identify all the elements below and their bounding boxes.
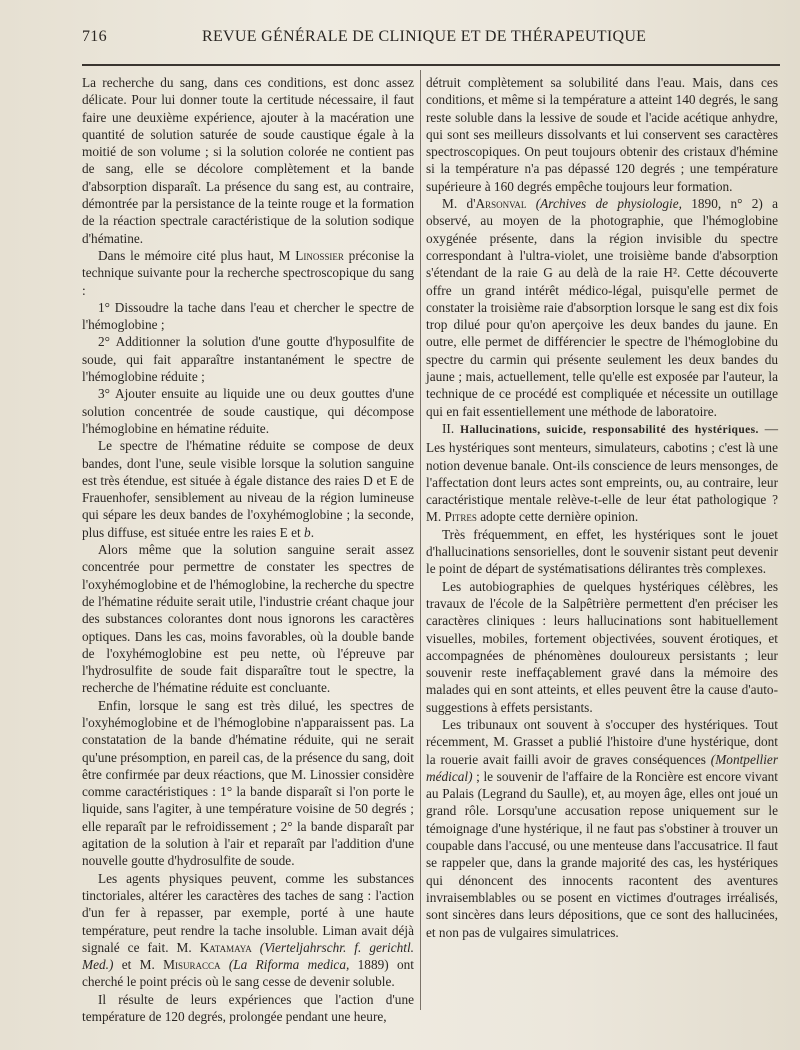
- citation: (Vierteljahrschr. f. gerichtl. Med.): [82, 939, 415, 973]
- paragraph: détruit complètement sa solubilité dans l'eau. Mais, dans ces conditions, et même si la température a atteint 140 degrés, le sang reste soluble dans la lessive de soude et l'acide acétique anhydre, qui sont ses meilleurs dissolvants et lui conservent ses caractères spectroscopiques. On peut toujours obtenir des cristaux d'hémine si la température n'a pas dépassé 120 degrés ; une température supérieure à 160 degrés empêche toujours leur formation.: [426, 75, 778, 194]
- citation: (La Riforma medica,: [228, 957, 350, 973]
- left-column: [82, 74, 414, 1025]
- citation: (Archives de physiologie,: [535, 196, 682, 212]
- paragraph: M. d'Arsonval (Archives de physiologie, 1890, n° 2) a observé, au moyen de la photographie, que l'hémoglobine oxygénée présente, dans la région invisible du spectre correspondant à l'ultra-violet, une troisième bande d'absorption s'étendant de la raie G au delà de la raie H². Cette découverte offre un grand intérêt médico-légal, puisqu'elle permet de constater la troisième raie d'absorption lorsque le sang est dix fois trop dilué pour qu'on aperçoive les deux bandes du jaune. En outre, elle permet de différencier le spectre de l'hémoglobine du spectre du carmin qui présente seulement les deux bandes du jaune ; mais, actuellement, telle qu'elle est exposée par l'auteur, la technique de ce procédé est compliquée et nécessite un outillage qui en fait essentiellement une méthode de laboratoire.: [426, 196, 778, 419]
- paragraph: Le spectre de l'hématine réduite se compose de deux bandes, dont l'une, seule visible lorsque la solution sanguine est très étendue, est située à égale distance des raies D et E de Frauenhofer, sensiblement au niveau de la région lumineuse qui sépare les deux bandes de l'oxyhémoglobine ; la seconde, plus diffuse, est située entre les raies E et b.: [82, 438, 414, 540]
- paragraph: Il résulte de leurs expériences que l'action d'une température de 120 degrés, prolongée pendant une heure,: [82, 991, 414, 1025]
- paragraph: La recherche du sang, dans ces conditions, est donc assez délicate. Pour lui donner toute la certitude nécessaire, il faut faire une deuxième expérience, ajouter à la macération une quantité de solution saturée de soude caustique égale à la moitié de son volume ; si la solution colorée ne contient pas de sang, elle se décolore complètement et la bande d'absorption disparaît. La présence du sang est, au contraire, démontrée par la persistance de la teinte rouge et la formation de la réaction spectrale caractéristique de la solution sodique d'hématine.: [82, 75, 414, 246]
- running-title: REVUE GÉNÉRALE DE CLINIQUE ET DE THÉRAPEUTIQUE: [202, 28, 647, 45]
- citation: (Montpellier médical): [426, 751, 779, 784]
- paragraph: Dans le mémoire cité plus haut, M Linossier préconise la technique suivante pour la recherche spectroscopique du sang :: [82, 247, 415, 298]
- author-name: Katamaya: [199, 939, 252, 955]
- page-header: [82, 28, 778, 52]
- paragraph: Les tribunaux ont souvent à s'occuper des hystériques. Tout récemment, M. Grasset a publié l'histoire d'une hystérique, dont la rouerie avait failli avoir de graves conséquences (Montpellier médical) ; le souvenir de l'affaire de la Roncière est encore vivant au Palais (Legrand du Saulle), et, au moyen âge, elles ont joué un grand rôle. Lorsqu'une accusation repose uniquement sur le témoignage d'une hystérique, il ne faut pas s'obstiner à trouver un coupable dans l'accusé, ou une menteuse dans l'accusatrice. Il faut se rappeler que, dans la grande majorité des cas, les hystériques qui dénoncent des innocents racontent des aventures invraisemblables ou se posent en victimes d'outrages irréalisés, sont sincères dans leurs dépositions, que ce sont des hallucinées, et non pas de vulgaires simulatrices.: [426, 716, 779, 940]
- header-rule: [82, 64, 780, 66]
- paragraph: Les autobiographies de quelques hystériques célèbres, les travaux de l'école de la Salpêtrière permettent d'en préciser les caractères cliniques : leurs hallucinations sont habituellement visuelles, mobiles, fortement objectivées, souvent érotiques, et accompagnées de phénomènes douloureux persistants ; leur souvenir reste ineffaçablement gravé dans la mémoire des malades qui en sont atteints, et elles peuvent être la cause d'auto-suggestions à effets persistants.: [426, 578, 778, 715]
- paragraph: Enfin, lorsque le sang est très dilué, les spectres de l'oxyhémoglobine et de l'hémoglobine n'apparaissent pas. La constatation de la bande d'hématine réduite, qui ne serait qu'une présomption, en pareil cas, de la présence du sang, doit être confirmée par deux réactions, que M. Linossier considère comme caractéristiques : 1° la bande disparaît si l'on porte le liquide, sans l'agiter, à une température voisine de 50 degrés ; elle reparaît par le refroidissement ; 2° la bande disparaît par agitation de la solution à l'air et reparaît par l'addition d'une nouvelle goutte d'hydrosulfite de soude.: [82, 697, 414, 869]
- author-name: Misuracca: [163, 957, 221, 973]
- list-item: 3° Ajouter ensuite au liquide une ou deux gouttes d'une solution concentrée de soude caustique, qui décompose l'hémoglobine en hématine réduite.: [82, 386, 414, 436]
- paragraph: Très fréquemment, en effet, les hystériques sont le jouet d'hallucinations sensorielles, dont le souvenir sistant peut devenir le point de départ de systématisations délirantes très complexes.: [426, 526, 778, 577]
- author-name: Linossier: [295, 247, 344, 263]
- section-number: II.: [442, 420, 455, 436]
- section-heading: Hallucinations, suicide, responsabilité des hystériques.: [460, 423, 759, 436]
- right-column: [426, 74, 778, 941]
- list-item: 2° Additionner la solution d'une goutte d'hyposulfite de soude, qui fait apparaître instantanément le spectre de l'hémoglobine réduite ;: [82, 334, 414, 385]
- section-paragraph: II. Hallucinations, suicide, responsabilité des hystériques. — Les hystériques sont menteurs, simulateurs, cabotins ; c'est là une notion devenue banale. Ont-ils conscience de leurs mensonges, de l'affectation dont leurs actes sont empreints, ou, au contraire, leur caractéristique mentale relève-t-elle de leur état pathologique ? M. Pitres adopte cette dernière opinion.: [426, 420, 779, 525]
- paragraph: Alors même que la solution sanguine serait assez concentrée pour permettre de constater les spectres de l'oxyhémoglobine et de l'hémoglobine, la recherche du spectre de l'hématine réduite serait utile, l'industrie créant chaque jour des substances colorantes dont nous ignorons les caractères optiques. Dans les cas, moins favorables, où la double bande de l'oxyhémoglobine est peu nette, où l'épreuve par l'hydrosulfite de soude fait disparaître tout le spectre, la recherche de l'hématine réduite est concluante.: [82, 542, 414, 696]
- author-name: Pitres: [444, 509, 477, 525]
- author-name: Arsonval: [475, 196, 527, 212]
- list-item: 1° Dissoudre la tache dans l'eau et chercher le spectre de l'hémoglobine ;: [82, 299, 414, 333]
- page-number: 716: [82, 28, 107, 45]
- paragraph: Les agents physiques peuvent, comme les substances tinctoriales, altérer les caractères des taches de sang : l'action d'un fer à repasser, par exemple, porté à une haute température, peut rendre la tache insoluble. Liman avait déjà signalé ce fait. M. Katamaya (Vierteljahrschr. f. gerichtl. Med.) et M. Misuracca (La Riforma medica, 1889) ont cherché le point précis où le sang cesse de devenir soluble.: [82, 870, 415, 990]
- column-divider: [420, 70, 421, 1010]
